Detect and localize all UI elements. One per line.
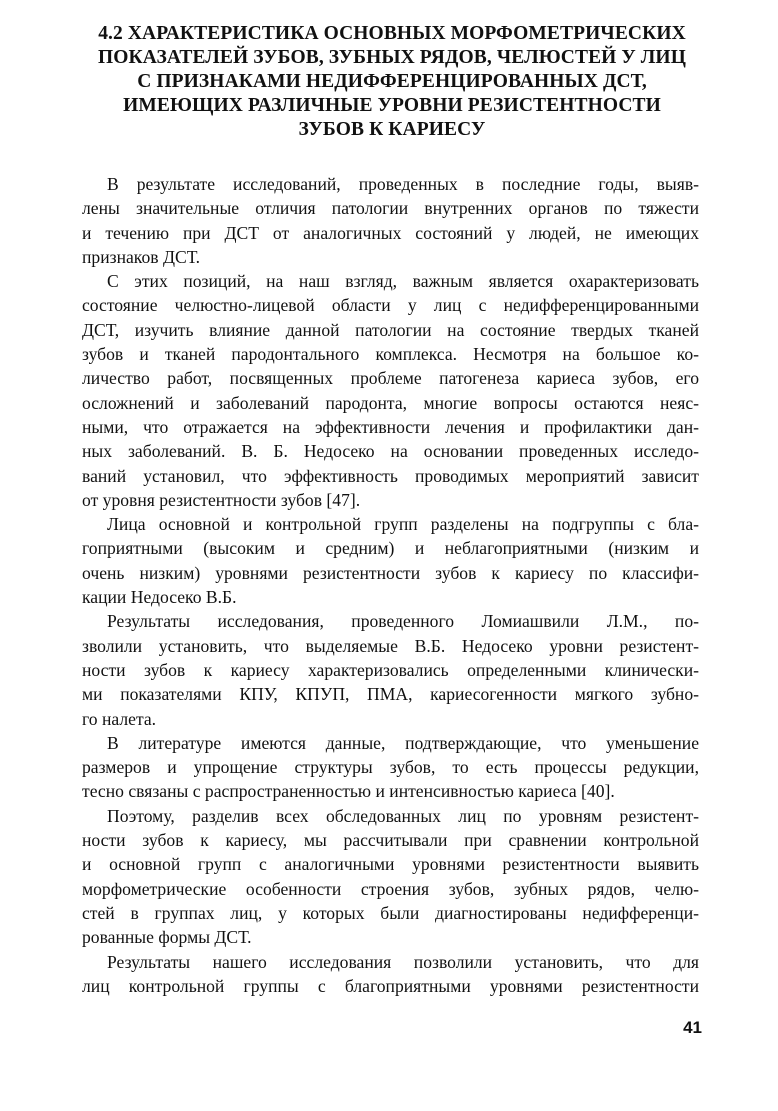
text-line: Лица основной и контрольной групп разделены на подгруппы с бла- [107, 514, 699, 535]
paragraph [82, 269, 699, 512]
text-line: морфометрические особенности строения зубов, зубных рядов, челю- [82, 878, 699, 899]
paragraph [82, 512, 699, 609]
text-line: признаков ДСТ. [82, 246, 201, 267]
text-line: ми показателями КПУ, КПУП, ПМА, кариесогенности мягкого зубно- [82, 684, 699, 705]
text-line: ных заболеваний. В. Б. Недосеко на основании проведенных исследо- [82, 441, 699, 462]
heading-line: 4.2 ХАРАКТЕРИСТИКА ОСНОВНЫХ МОРФОМЕТРИЧЕСКИХ [98, 23, 686, 44]
text-line: размеров и упрощение структуры зубов, то есть процессы редукции, [82, 757, 699, 778]
text-line: гоприятными (высоким и средним) и неблагоприятными (низким и [82, 538, 699, 559]
text-line: Результаты исследования, проведенного Ломиашвили Л.М., по- [107, 611, 699, 632]
text-line: рованные формы ДСТ. [82, 927, 252, 948]
text-line: ными, что отражается на эффективности лечения и профилактики дан- [82, 416, 699, 437]
heading-line: С ПРИЗНАКАМИ НЕДИФФЕРЕНЦИРОВАННЫХ ДСТ, [137, 71, 647, 92]
text-line: В результате исследований, проведенных в последние годы, выяв- [107, 174, 699, 194]
paragraph [82, 609, 699, 730]
page-number: 41 [683, 1018, 702, 1037]
text-line: стей в группах лиц, у которых были диагностированы недифференци- [82, 902, 699, 923]
text-line: кации Недосеко В.Б. [82, 587, 237, 608]
text-line: ности зубов к кариесу характеризовались определенными клинически- [82, 659, 699, 680]
text-line: очень низким) уровнями резистентности зубов к кариесу по классифи- [82, 562, 699, 583]
text-line: осложнений и заболеваний пародонта, многие вопросы остаются неяс- [82, 392, 699, 413]
body-text [82, 172, 699, 998]
text-line: го налета. [82, 708, 157, 729]
heading-line: ИМЕЮЩИХ РАЗЛИЧНЫЕ УРОВНИ РЕЗИСТЕНТНОСТИ [123, 95, 661, 116]
text-line: лены значительные отличия патологии внутренних органов по тяжести [82, 198, 699, 219]
section-heading [80, 22, 704, 142]
paragraph [82, 804, 699, 950]
text-line: лиц контрольной группы с благоприятными уровнями резистентности [82, 975, 699, 996]
text-line: Результаты нашего исследования позволили установить, что для [107, 951, 699, 972]
text-line: В литературе имеются данные, подтверждающие, что уменьшение [107, 732, 699, 753]
heading-line: ЗУБОВ К КАРИЕСУ [298, 119, 486, 140]
text-line: и течению при ДСТ от аналогичных состояний у людей, не имеющих [82, 222, 699, 243]
text-line: от уровня резистентности зубов [47]. [82, 489, 361, 510]
text-line: и основной групп с аналогичными уровнями резистентности выявить [82, 854, 699, 875]
text-line: Поэтому, разделив всех обследованных лиц по уровням резистент- [107, 805, 699, 826]
text-line: зубов и тканей пародонтального комплекса. Несмотря на большое ко- [82, 344, 699, 365]
paragraph [82, 950, 699, 999]
text-line: С этих позиций, на наш взгляд, важным является охарактеризовать [107, 271, 699, 292]
paragraph [82, 172, 699, 269]
text-line: личество работ, посвященных проблеме патогенеза кариеса зубов, его [82, 368, 699, 389]
text-line: зволили установить, что выделяемые В.Б. Недосеко уровни резистент- [82, 635, 699, 656]
text-line: состояние челюстно-лицевой области у лиц с недифференцированными [82, 295, 699, 316]
text-line: ности зубов к кариесу, мы рассчитывали при сравнении контрольной [82, 830, 699, 851]
text-line: тесно связаны с распространенностью и интенсивностью кариеса [40]. [82, 781, 615, 802]
text-line: ДСТ, изучить влияние данной патологии на состояние твердых тканей [82, 319, 699, 340]
text-line: ваний установил, что эффективность проводимых мероприятий зависит [82, 465, 699, 486]
paragraph [82, 731, 699, 804]
heading-line: ПОКАЗАТЕЛЕЙ ЗУБОВ, ЗУБНЫХ РЯДОВ, ЧЕЛЮСТЕЙ У ЛИЦ [98, 47, 686, 68]
